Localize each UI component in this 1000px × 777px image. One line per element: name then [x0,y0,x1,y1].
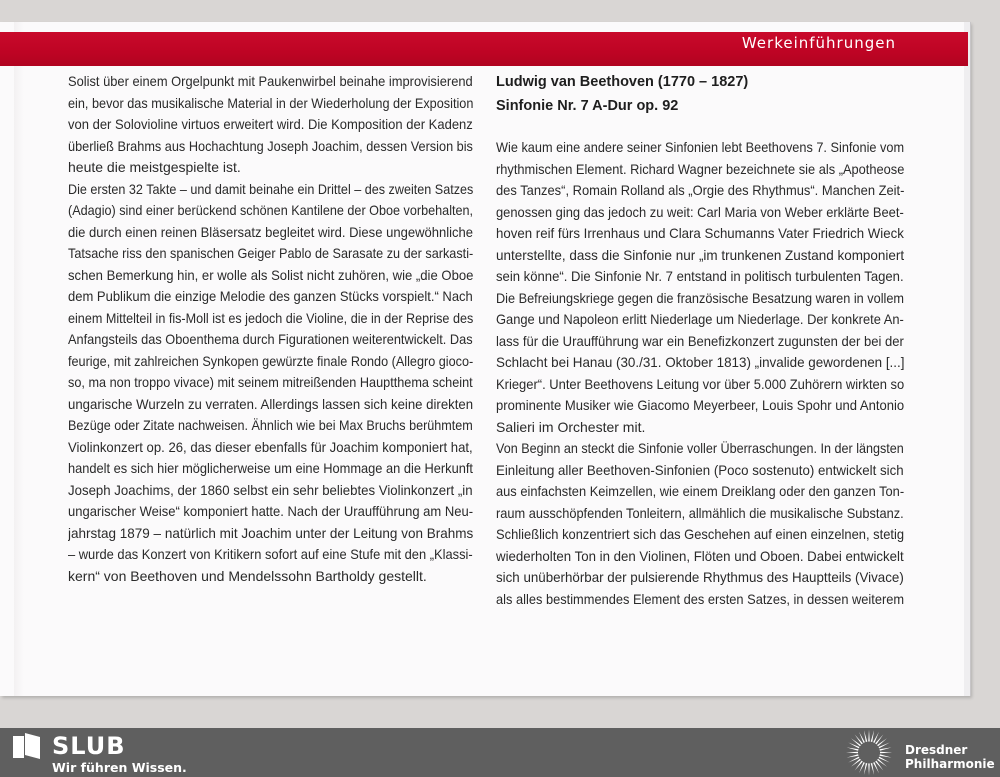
text-line: feurige, mit zahlreichen Synkopen gewürzte finale Rondo (Allegro gioco- [68,352,474,369]
sunburst-ray [880,754,892,757]
text-line: Tatsache riss den spanischen Geiger Pablo de Sarasate zu der sarkasti- [68,245,474,261]
slub-name: SLUB [52,732,126,760]
sunburst-ray [851,738,861,746]
dresdner-philharmonie-sunburst-icon [840,728,898,777]
text-line: so, ma non troppo vivace) mit seinem mitreißenden Hauptthema scheint [68,374,473,390]
sunburst-ray [855,761,863,771]
text-line: genossen ging das jedoch zu weit: Carl Maria von Weber erklärte Beet- [496,203,904,220]
sunburst-ray [871,730,874,742]
sunburst-ray [880,747,892,750]
sunburst-ray [877,759,887,767]
sunburst-ray [851,759,861,767]
text-line: Anfangsteils das Oboenthema durch Figurationen weiterentwickelt. Das [68,331,473,347]
text-line: raum ausschöpfenden Tonleitern, allmählich die musikalische Substanz. [496,504,904,521]
sunburst-ray [864,763,867,775]
page-edge [964,22,971,696]
text-line: dem Publikum die einzige Melodie des ganzen Stücks vorspielt.“ Nach [68,288,473,304]
text-line: Von Beginn an steckt die Sinfonie voller Überraschungen. In der längsten [496,440,904,456]
text-line: lass für die Uraufführung war ein Benefizkonzert zugunsten der bei der [496,332,904,349]
text-line: sich unüberhörbar der pulsierende Rhythmus des Hauptteils (Vivace) [496,569,904,585]
text-line: Die ersten 32 Takte – und damit beinahe ein Drittel – des zweiten Satzes [68,180,474,197]
text-line: die durch einen reinen Bläsersatz begleitet wird. Diese ungewöhnliche [68,223,474,240]
text-line: einem Mittelteil in fis-Moll ist es jedoch die Violine, die in der Reprise des [68,309,474,326]
sunburst-ray [847,747,859,750]
text-line: des Tanzes“, Romain Rolland als „Orgie des Rhythmus“. Manchen Zeit- [496,182,905,198]
text-line: Wie kaum eine andere seiner Sinfonien lebt Beethovens 7. Sinfonie vom [496,139,905,155]
page-gutter [14,22,24,696]
orchestra-name-line-1: Dresdner [905,743,968,757]
sunburst-ray [875,735,883,745]
section-title: Werkeinführungen [741,34,896,52]
text-line: sein könne“. Die Sinfonie Nr. 7 entstand in politisch turbulenten Tagen. [496,268,904,284]
section-header-band [0,32,968,66]
text-line: Joseph Joachims, der 1860 selbst ein sehr beliebtes Violinkonzert „in [68,481,473,498]
text-line: ungarischer Weise“ komponiert hatte. Nach der Uraufführung am Neu- [68,503,474,519]
text-line: – wurde das Konzert von Kritikern sofort auf eine Stufe mit den „Klassi- [68,546,473,562]
text-line: schen Bemerkung hin, er wolle als Solist nicht zuhören, wie „die Oboe [68,266,474,283]
sunburst-ray [864,730,867,742]
sunburst-ray [880,752,892,754]
sunburst-ray [846,752,858,754]
text-line: handelt es sich hier möglicherweise um eine Hommage an die Herkunft [68,460,473,476]
text-line: ungarische Wurzeln zu verraten. Allerdings lassen sich keine direkten [68,395,474,412]
text-line: prominente Musiker wie Giacomo Meyerbeer, Louis Spohr und Antonio [496,397,905,413]
text-line: von der Solovioline virtuos erweitert wird. Die Komposition der Kadenz [68,116,473,132]
sunburst-ray [871,763,874,775]
work-heading: Sinfonie Nr. 7 A-Dur op. 92 [496,98,679,114]
text-line: ein, bevor das musikalische Material in der Wiederholung der Exposition [68,94,474,111]
text-line: hoven reif fürs Irrenhaus und Clara Schumanns Vater Friedrich Wieck [496,225,904,241]
sunburst-ray [868,730,870,742]
slub-book-icon [13,733,41,759]
text-line: jahrstag 1879 – natürlich mit Joachim unter der Leitung von Brahms [68,524,474,541]
text-line: rhythmischen Element. Richard Wagner bezeichnete sie als „Apotheose [496,160,905,177]
orchestra-name-line-2: Philharmonie [905,757,995,771]
text-line: Schließlich konzentriert sich das Geschehen auf einen einzelnen, stetig [496,526,905,542]
text-line: (Adagio) sind einer berückend schönen Kantilene der Oboe vorbehalten, [68,202,474,218]
text-line: Einleitung aller Beethoven-Sinfonien (Poco sostenuto) entwickelt sich [496,461,904,478]
text-line: aus einfachsten Keimzellen, wie einem Dreiklang oder den ganzen Ton- [496,483,905,499]
text-line: unterstellte, dass die Sinfonie nur „im trunkenen Zustand komponiert [496,246,905,263]
text-line: als alles bestimmendes Element des ersten Satzes, in dessen weiterem [496,590,905,607]
text-line: Solist über einem Orgelpunkt mit Paukenwirbel beinahe improvisierend [68,73,473,89]
text-line: kern“ von Beethoven und Mendelssohn Bartholdy gestellt. [68,567,427,584]
text-line: Violinkonzert op. 26, das dieser ebenfalls für Joachim komponiert hat, [68,438,473,455]
text-line: Schlacht bei Hanau (30./31. Oktober 1813) „invalide gewordenen [...] [496,354,905,370]
text-line: Salieri im Orchester mit. [496,418,646,435]
text-line: Gange und Napoleon erlitt Niederlage um Niederlage. Der konkrete An- [496,311,904,327]
composer-heading: Ludwig van Beethoven (1770 – 1827) [496,74,749,90]
text-line: überließ Brahms aus Hochachtung Joseph Joachim, dessen Version bis [68,137,473,154]
text-line: wiederholten Ton in den Violinen, Flöten und Oboen. Dabei entwickelt [496,547,904,564]
sunburst-ray [868,764,870,776]
sunburst-ray [875,761,883,771]
sunburst-ray [855,735,863,745]
dresdner-philharmonie-name [905,743,995,771]
text-line: heute die meistgespielte ist. [68,159,241,175]
text-line: Krieger“. Unter Beethovens Leitung vor über 5.000 Zuhörern wirkten so [496,375,905,392]
slub-tagline: Wir führen Wissen. [52,760,187,775]
text-line: Bezüge oder Zitate nachweisen. Ähnlich wie bei Max Bruchs berühmtem [68,417,473,433]
sunburst-ray [877,738,887,746]
sunburst-ray [847,754,859,757]
text-line: Die Befreiungskriege gegen die französische Besatzung waren in vollem [496,289,905,306]
